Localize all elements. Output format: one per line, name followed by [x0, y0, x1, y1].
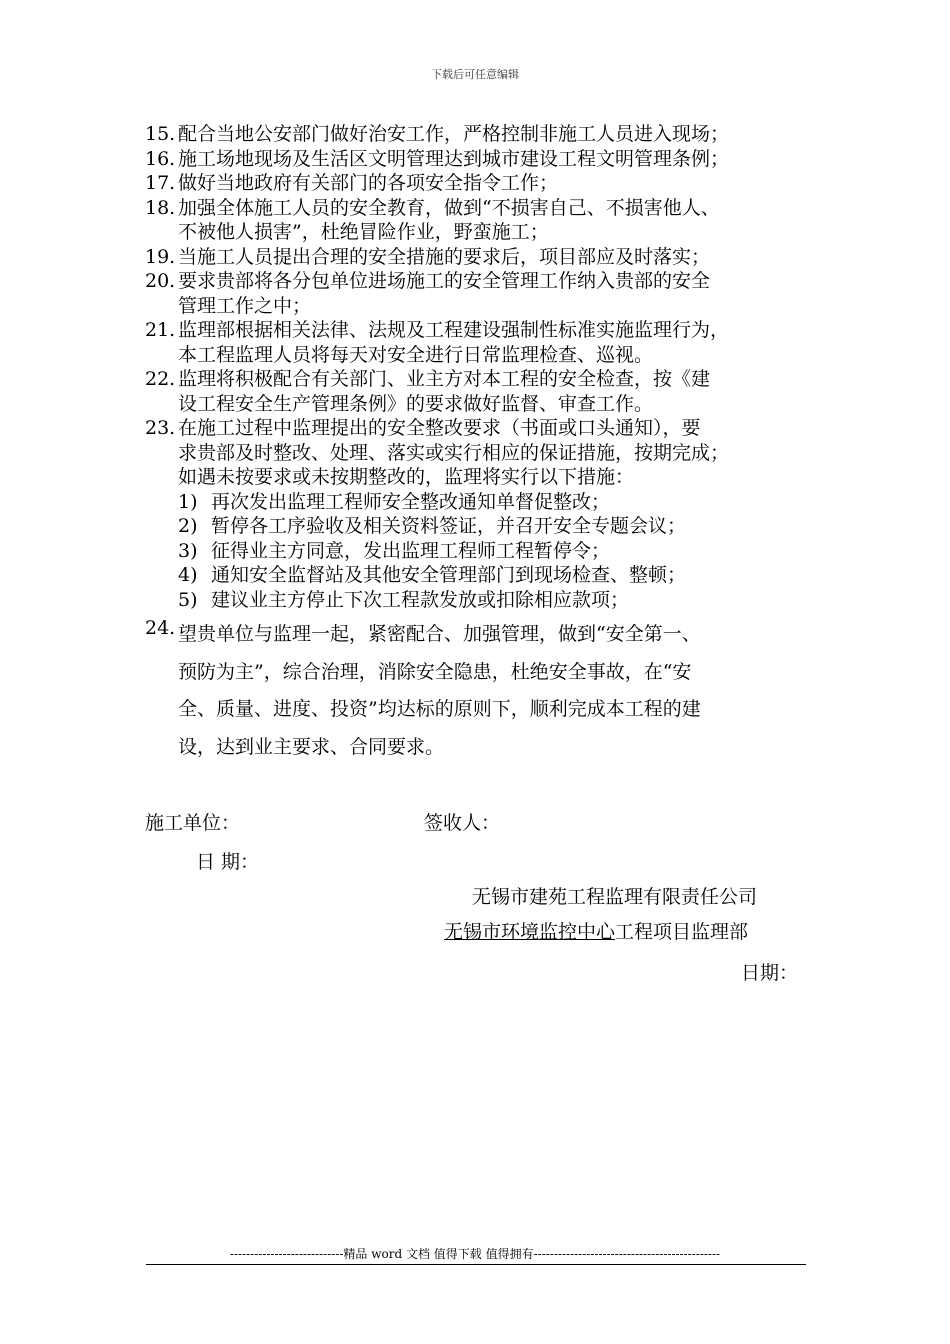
company-name: 无锡市建苑工程监理有限责任公司 — [472, 886, 758, 908]
item-text: 望贵单位与监理一起，紧密配合、加强管理，做到“安全第一、 预防为主”，综合治理，消除安全隐患，杜绝安全事故，在“安 全、质量、进度、投资”均达标的原则下，顺利完成本工程的建 设，达到业主要求、合同要求。 — [178, 623, 701, 758]
item-text: 施工场地现场及生活区文明管理达到城市建设工程文明管理条例； — [178, 147, 730, 170]
item-number: 23. — [145, 417, 176, 439]
measure-item — [178, 490, 820, 515]
list-item-24 — [145, 616, 820, 766]
measure-item — [178, 563, 820, 588]
measure-text: 通知安全监督站及其他安全管理部门到现场检查、整顿； — [211, 564, 687, 586]
contractor-label: 施工单位： — [145, 812, 241, 834]
measure-item — [178, 514, 820, 539]
footer-rule — [146, 1264, 806, 1265]
list-item — [145, 269, 820, 318]
item-number: 24. — [145, 617, 176, 639]
receiver-label: 签收人： — [424, 812, 501, 834]
list-item — [145, 171, 820, 196]
project-department — [444, 917, 748, 944]
item-text: 要求贵部将各分包单位进场施工的安全管理工作纳入贵部的安全 管理工作之中； — [178, 270, 711, 317]
measure-item — [178, 539, 820, 564]
measure-text: 建议业主方停止下次工程款发放或扣除相应款项； — [211, 588, 630, 611]
measure-item — [178, 588, 820, 613]
list-item — [145, 367, 820, 416]
project-department-rest: 工程项目监理部 — [615, 921, 749, 943]
footer-note: ----------------------------精品 word 文档 值得下载 值得拥有---------------------------------------------- — [229, 1247, 721, 1261]
measure-list — [145, 490, 820, 613]
measure-number: 3) — [178, 539, 198, 562]
item-text: 监理部根据相关法律、法规及工程建设强制性标准实施监理行为， 本工程监理人员将每天对安全进行日常监理检查、巡视。 — [178, 319, 730, 366]
item-number: 22. — [145, 368, 176, 390]
item-number: 17. — [145, 172, 176, 194]
item-number: 15. — [145, 123, 176, 145]
item-text: 做好当地政府有关部门的各项安全指令工作； — [178, 172, 559, 194]
item-number: 16. — [145, 147, 176, 170]
list-item — [145, 245, 820, 270]
item-text: 监理将积极配合有关部门、业主方对本工程的安全检查，按《建 设工程安全生产管理条例》的要求做好监督、审查工作。 — [178, 368, 711, 415]
date-label-right: 日期： — [741, 962, 799, 984]
measure-number: 2) — [178, 515, 198, 537]
list-item — [145, 318, 820, 367]
item-list — [145, 122, 820, 490]
measure-text: 征得业主方同意，发出监理工程师工程暂停令； — [211, 539, 611, 562]
measure-text: 暂停各工序验收及相关资料签证，并召开安全专题会议； — [211, 515, 687, 537]
measure-number: 4) — [178, 564, 198, 586]
header-note: 下载后可任意编辑 — [431, 68, 519, 81]
list-item — [145, 122, 820, 147]
document-body — [145, 122, 820, 766]
project-department-underlined: 无锡市环境监控中心 — [444, 921, 616, 943]
item-text: 当施工人员提出合理的安全措施的要求后，项目部应及时落实； — [178, 245, 711, 268]
list-item — [145, 147, 820, 172]
item-number: 18. — [145, 196, 176, 219]
measure-text: 再次发出监理工程师安全整改通知单督促整改； — [211, 490, 611, 513]
item-number: 19. — [145, 245, 176, 268]
item-number: 20. — [145, 270, 176, 292]
item-text: 加强全体施工人员的安全教育，做到“不损害自己、不损害他人、 不被他人损害”，杜绝冒险作业，野蛮施工； — [178, 196, 720, 243]
item-text: 配合当地公安部门做好治安工作，严格控制非施工人员进入现场； — [178, 123, 730, 145]
list-item — [145, 196, 820, 245]
measure-number: 1) — [178, 490, 198, 513]
item-text: 在施工过程中监理提出的安全整改要求（书面或口头通知），要 求贵部及时整改、处理、落实或实行相应的保证措施，按期完成； 如遇未按要求或未按期整改的，监理将实行以下措施： — [178, 417, 730, 488]
measure-number: 5) — [178, 588, 198, 611]
list-item — [145, 416, 820, 490]
date-label-left: 日 期： — [196, 851, 260, 873]
item-number: 21. — [145, 319, 176, 341]
